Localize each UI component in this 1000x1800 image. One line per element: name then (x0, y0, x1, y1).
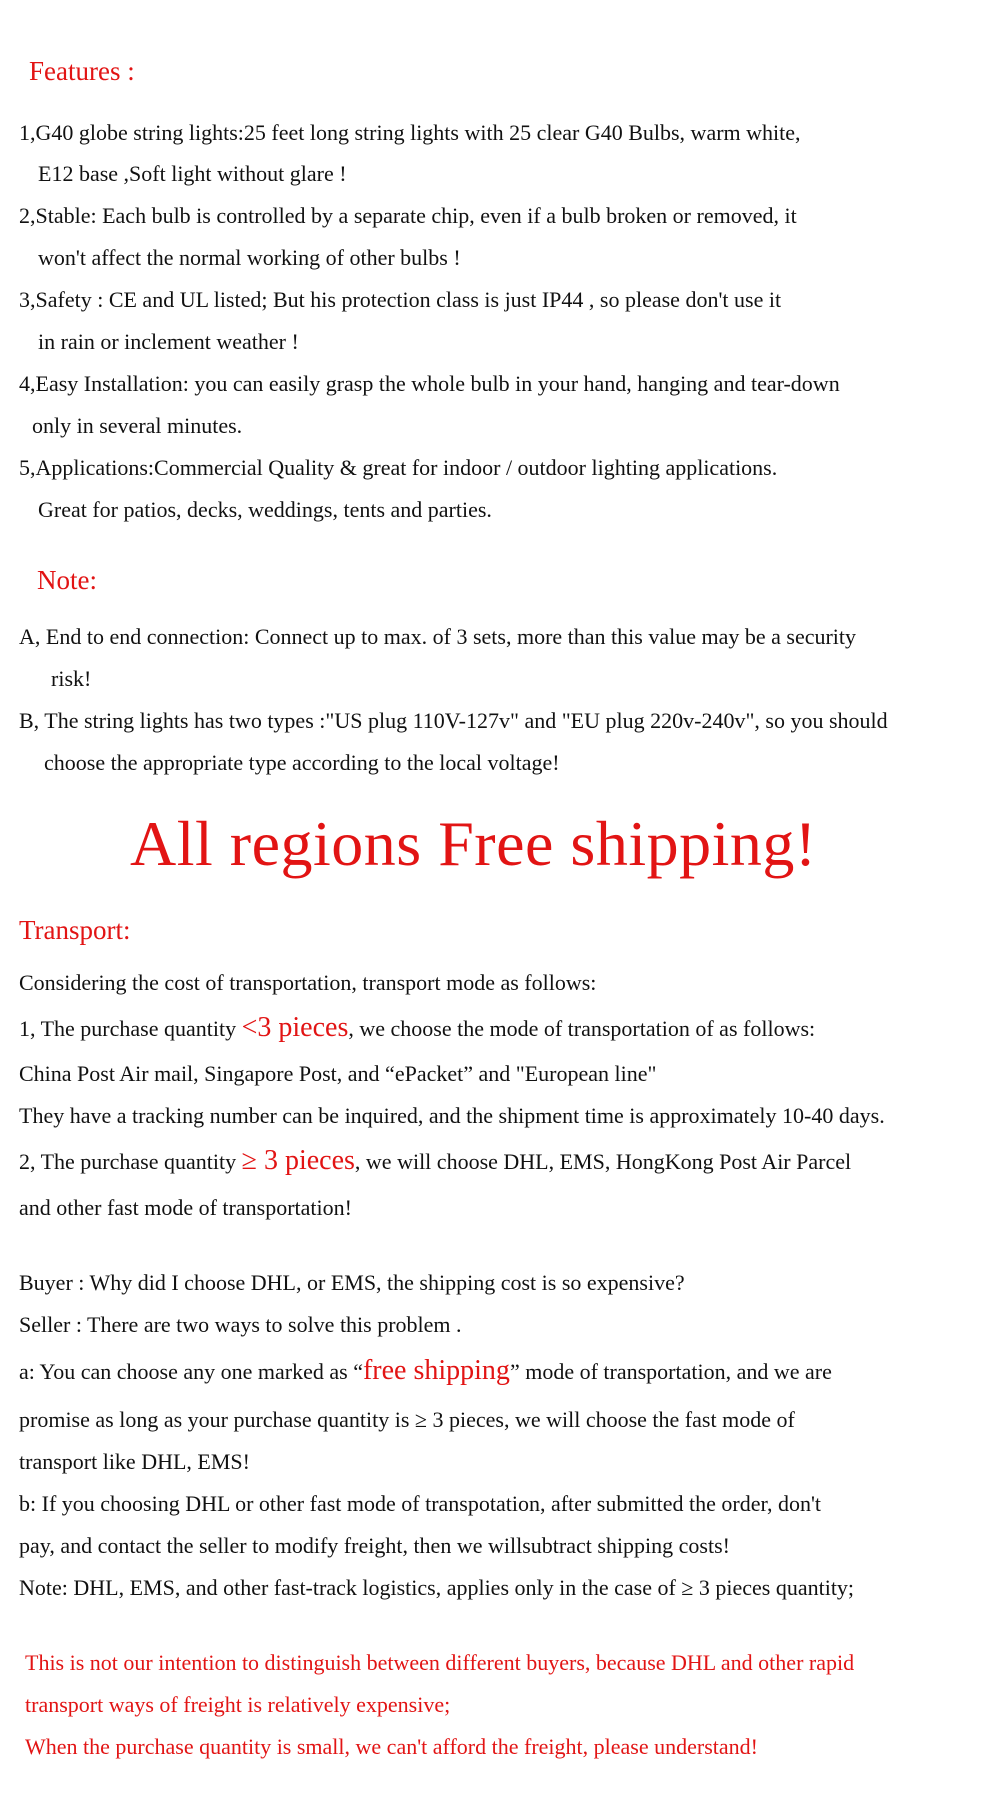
free-shipping-banner: All regions Free shipping! (130, 808, 817, 879)
note-line: risk! (51, 666, 92, 691)
transport-heading: Transport: (19, 915, 131, 945)
closing-line-3: When the purchase quantity is small, we can't afford the freight, please understand! (25, 1734, 758, 1759)
note-line: B, The string lights has two types :"US plug 110V-127v" and "EU plug 220v-240v", so you should (19, 708, 888, 733)
option-b-line-1: b: If you choosing DHL or other fast mode of transpotation, after submitted the order, don't (19, 1491, 822, 1516)
carrier-list: China Post Air mail, Singapore Post, and “ePacket” and "European line" (19, 1061, 657, 1086)
feature-line: 5,Applications:Commercial Quality & great for indoor / outdoor lighting applications. (19, 455, 778, 480)
quantity-highlight: ≥ 3 pieces (241, 1145, 355, 1176)
transport-item-2-suffix: , we will choose DHL, EMS, HongKong Post Air Parcel (354, 1149, 852, 1174)
transport-item-1-suffix: , we choose the mode of transportation of as follows: (348, 1016, 816, 1041)
option-a (19, 1357, 832, 1385)
fast-mode-line: and other fast mode of transportation! (19, 1195, 352, 1220)
feature-line: 4,Easy Installation: you can easily grasp the whole bulb in your hand, hanging and tear-down (19, 371, 840, 396)
transport-item-2-prefix: 2, The purchase quantity (19, 1149, 242, 1174)
feature-line: 3,Safety : CE and UL listed; But his protection class is just IP44 , so please don't use it (19, 287, 782, 312)
option-b-line-2: pay, and contact the seller to modify freight, then we willsubtract shipping costs! (19, 1533, 730, 1558)
feature-line: Great for patios, decks, weddings, tents and parties. (38, 497, 492, 522)
feature-line: 1,G40 globe string lights:25 feet long string lights with 25 clear G40 Bulbs, warm white, (19, 120, 801, 145)
logistics-note: Note: DHL, EMS, and other fast-track logistics, applies only in the case of ≥ 3 pieces quantity; (19, 1575, 855, 1600)
seller-answer: Seller : There are two ways to solve this problem . (19, 1312, 462, 1337)
transport-intro: Considering the cost of transportation, transport mode as follows: (19, 970, 597, 995)
tracking-note: They have a tracking number can be inquired, and the shipment time is approximately 10-40 days. (19, 1103, 885, 1128)
free-shipping-highlight: free shipping (362, 1355, 510, 1386)
feature-line: 2,Stable: Each bulb is controlled by a separate chip, even if a bulb broken or removed, it (19, 203, 797, 228)
transport-item-2 (19, 1147, 851, 1175)
transport-item-1-prefix: 1, The purchase quantity (19, 1016, 242, 1041)
feature-line: E12 base ,Soft light without glare ! (38, 161, 347, 186)
feature-line: in rain or inclement weather ! (38, 329, 299, 354)
buyer-question: Buyer : Why did I choose DHL, or EMS, the shipping cost is so expensive? (19, 1270, 685, 1295)
closing-line-2: transport ways of freight is relatively expensive; (25, 1692, 451, 1717)
option-a-line-3: transport like DHL, EMS! (19, 1449, 250, 1474)
closing-line-1: This is not our intention to distinguish between different buyers, because DHL and other rapid (25, 1650, 855, 1675)
option-a-line-2: promise as long as your purchase quantity is ≥ 3 pieces, we will choose the fast mode of (19, 1407, 795, 1432)
quantity-highlight: <3 pieces (241, 1012, 349, 1043)
transport-item-1 (19, 1014, 815, 1042)
features-heading: Features : (29, 56, 135, 86)
note-line: choose the appropriate type according to the local voltage! (44, 750, 560, 775)
feature-line: won't affect the normal working of other bulbs ! (38, 245, 461, 270)
note-heading: Note: (37, 565, 97, 595)
option-a-prefix: a: You can choose any one marked as “ (19, 1359, 363, 1384)
note-line: A, End to end connection: Connect up to max. of 3 sets, more than this value may be a security (19, 624, 857, 649)
option-a-suffix: ” mode of transportation, and we are (509, 1359, 832, 1384)
feature-line: only in several minutes. (32, 413, 243, 438)
